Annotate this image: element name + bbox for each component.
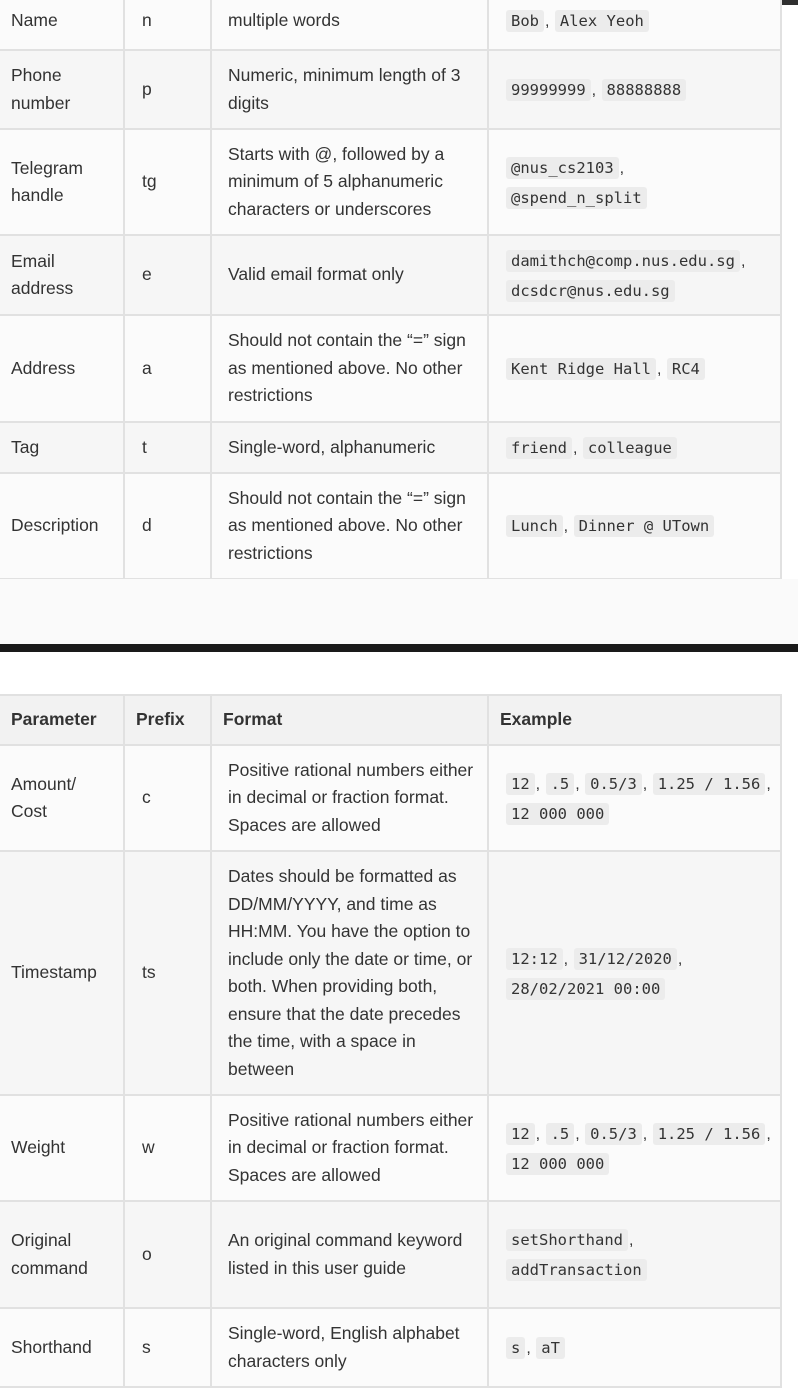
param-cell: Shorthand — [0, 1308, 124, 1387]
format-cell: Should not contain the “=” sign as mentioned above. No other restrictions — [211, 473, 488, 579]
prefix-cell: c — [124, 745, 211, 851]
example-code: .5 — [546, 773, 575, 795]
example-code: 12 — [506, 773, 535, 795]
format-cell: Dates should be formatted as DD/MM/YYYY, and time as HH:MM. You have the option to include only the date or time, or both. When providing both, ensure that the date precedes the time, with a space in between — [211, 851, 488, 1095]
prefix-cell: a — [124, 315, 211, 422]
example-cell: Lunch , Dinner @ UTown — [488, 473, 781, 579]
format-cell: An original command keyword listed in this user guide — [211, 1201, 488, 1308]
prefix-cell: tg — [124, 129, 211, 235]
example-code: 12 — [506, 1123, 535, 1145]
prefix-cell: ts — [124, 851, 211, 1095]
param-cell: Telegram handle — [0, 129, 124, 235]
table-row — [0, 315, 781, 422]
table-row — [0, 1201, 781, 1308]
format-cell: Single-word, English alphabet characters only — [211, 1308, 488, 1387]
parameters-table-person — [0, 0, 782, 580]
section-divider — [0, 644, 798, 652]
example-cell: 12:12 , 31/12/2020 , 28/02/2021 00:00 — [488, 851, 781, 1095]
table-row — [0, 422, 781, 473]
example-cell: @nus_cs2103 , @spend_n_split — [488, 129, 781, 235]
example-code: Dinner @ UTown — [574, 515, 715, 537]
example-code: 88888888 — [602, 79, 687, 101]
format-cell: Single-word, alphanumeric — [211, 422, 488, 473]
prefix-cell: d — [124, 473, 211, 579]
example-code: @spend_n_split — [506, 187, 647, 209]
param-cell: Phone number — [0, 50, 124, 129]
example-code: 12 000 000 — [506, 803, 609, 825]
example-code: 12 000 000 — [506, 1153, 609, 1175]
example-code: .5 — [546, 1123, 575, 1145]
format-cell: Positive rational numbers either in decimal or fraction format. Spaces are allowed — [211, 1095, 488, 1201]
header-format: Format — [211, 695, 488, 745]
example-code: Kent Ridge Hall — [506, 358, 656, 380]
format-cell: Valid email format only — [211, 235, 488, 315]
format-cell: Should not contain the “=” sign as mentioned above. No other restrictions — [211, 315, 488, 422]
example-cell: damithch@comp.nus.edu.sg , dcsdcr@nus.edu.sg — [488, 235, 781, 315]
format-cell: Starts with @, followed by a minimum of 5 alphanumeric characters or underscores — [211, 129, 488, 235]
example-code: colleague — [583, 437, 677, 459]
example-cell: friend , colleague — [488, 422, 781, 473]
example-code: addTransaction — [506, 1259, 647, 1281]
prefix-cell: w — [124, 1095, 211, 1201]
example-code: @nus_cs2103 — [506, 157, 619, 179]
example-code: 28/02/2021 00:00 — [506, 978, 665, 1000]
table-row — [0, 0, 781, 50]
format-cell: Positive rational numbers either in decimal or fraction format. Spaces are allowed — [211, 745, 488, 851]
param-cell: Address — [0, 315, 124, 422]
table-row — [0, 1308, 781, 1387]
table-row — [0, 129, 781, 235]
param-cell: Name — [0, 0, 124, 50]
table-row — [0, 851, 781, 1095]
param-cell: Weight — [0, 1095, 124, 1201]
param-cell: Amount/ Cost — [0, 745, 124, 851]
table-header-row — [0, 695, 781, 745]
table-row — [0, 235, 781, 315]
header-prefix: Prefix — [124, 695, 211, 745]
table-row — [0, 50, 781, 129]
example-cell: setShorthand , addTransaction — [488, 1201, 781, 1308]
example-code: Lunch — [506, 515, 563, 537]
example-code: RC4 — [667, 358, 705, 380]
format-cell: multiple words — [211, 0, 488, 50]
example-code: 31/12/2020 — [574, 948, 677, 970]
param-cell: Timestamp — [0, 851, 124, 1095]
example-cell: Kent Ridge Hall , RC4 — [488, 315, 781, 422]
example-code: aT — [536, 1337, 565, 1359]
format-cell: Numeric, minimum length of 3 digits — [211, 50, 488, 129]
example-cell: 12 , .5 , 0.5/3 , 1.25 / 1.56 , 12 000 000 — [488, 1095, 781, 1201]
example-code: dcsdcr@nus.edu.sg — [506, 280, 675, 302]
example-code: 0.5/3 — [585, 1123, 642, 1145]
table-row — [0, 745, 781, 851]
parameters-table-transaction — [0, 694, 782, 1388]
example-cell: s , aT — [488, 1308, 781, 1387]
example-code: Alex Yeoh — [555, 10, 649, 32]
table-row — [0, 1095, 781, 1201]
example-cell: 12 , .5 , 0.5/3 , 1.25 / 1.56 , 12 000 000 — [488, 745, 781, 851]
example-code: Bob — [506, 10, 544, 32]
prefix-cell: p — [124, 50, 211, 129]
prefix-cell: t — [124, 422, 211, 473]
page-gap — [0, 579, 798, 644]
example-cell: 99999999 , 88888888 — [488, 50, 781, 129]
example-code: setShorthand — [506, 1229, 628, 1251]
header-example: Example — [488, 695, 781, 745]
example-code: s — [506, 1337, 525, 1359]
param-cell: Email address — [0, 235, 124, 315]
example-code: 0.5/3 — [585, 773, 642, 795]
prefix-cell: s — [124, 1308, 211, 1387]
header-parameter: Parameter — [0, 695, 124, 745]
param-cell: Tag — [0, 422, 124, 473]
example-code: friend — [506, 437, 572, 459]
example-code: damithch@comp.nus.edu.sg — [506, 250, 740, 272]
prefix-cell: e — [124, 235, 211, 315]
param-cell: Original command — [0, 1201, 124, 1308]
example-code: 99999999 — [506, 79, 591, 101]
prefix-cell: n — [124, 0, 211, 50]
param-cell: Description — [0, 473, 124, 579]
table-row — [0, 473, 781, 579]
prefix-cell: o — [124, 1201, 211, 1308]
example-cell: Bob , Alex Yeoh — [488, 0, 781, 50]
example-code: 12:12 — [506, 948, 563, 970]
example-code: 1.25 / 1.56 — [653, 1123, 766, 1145]
example-code: 1.25 / 1.56 — [653, 773, 766, 795]
